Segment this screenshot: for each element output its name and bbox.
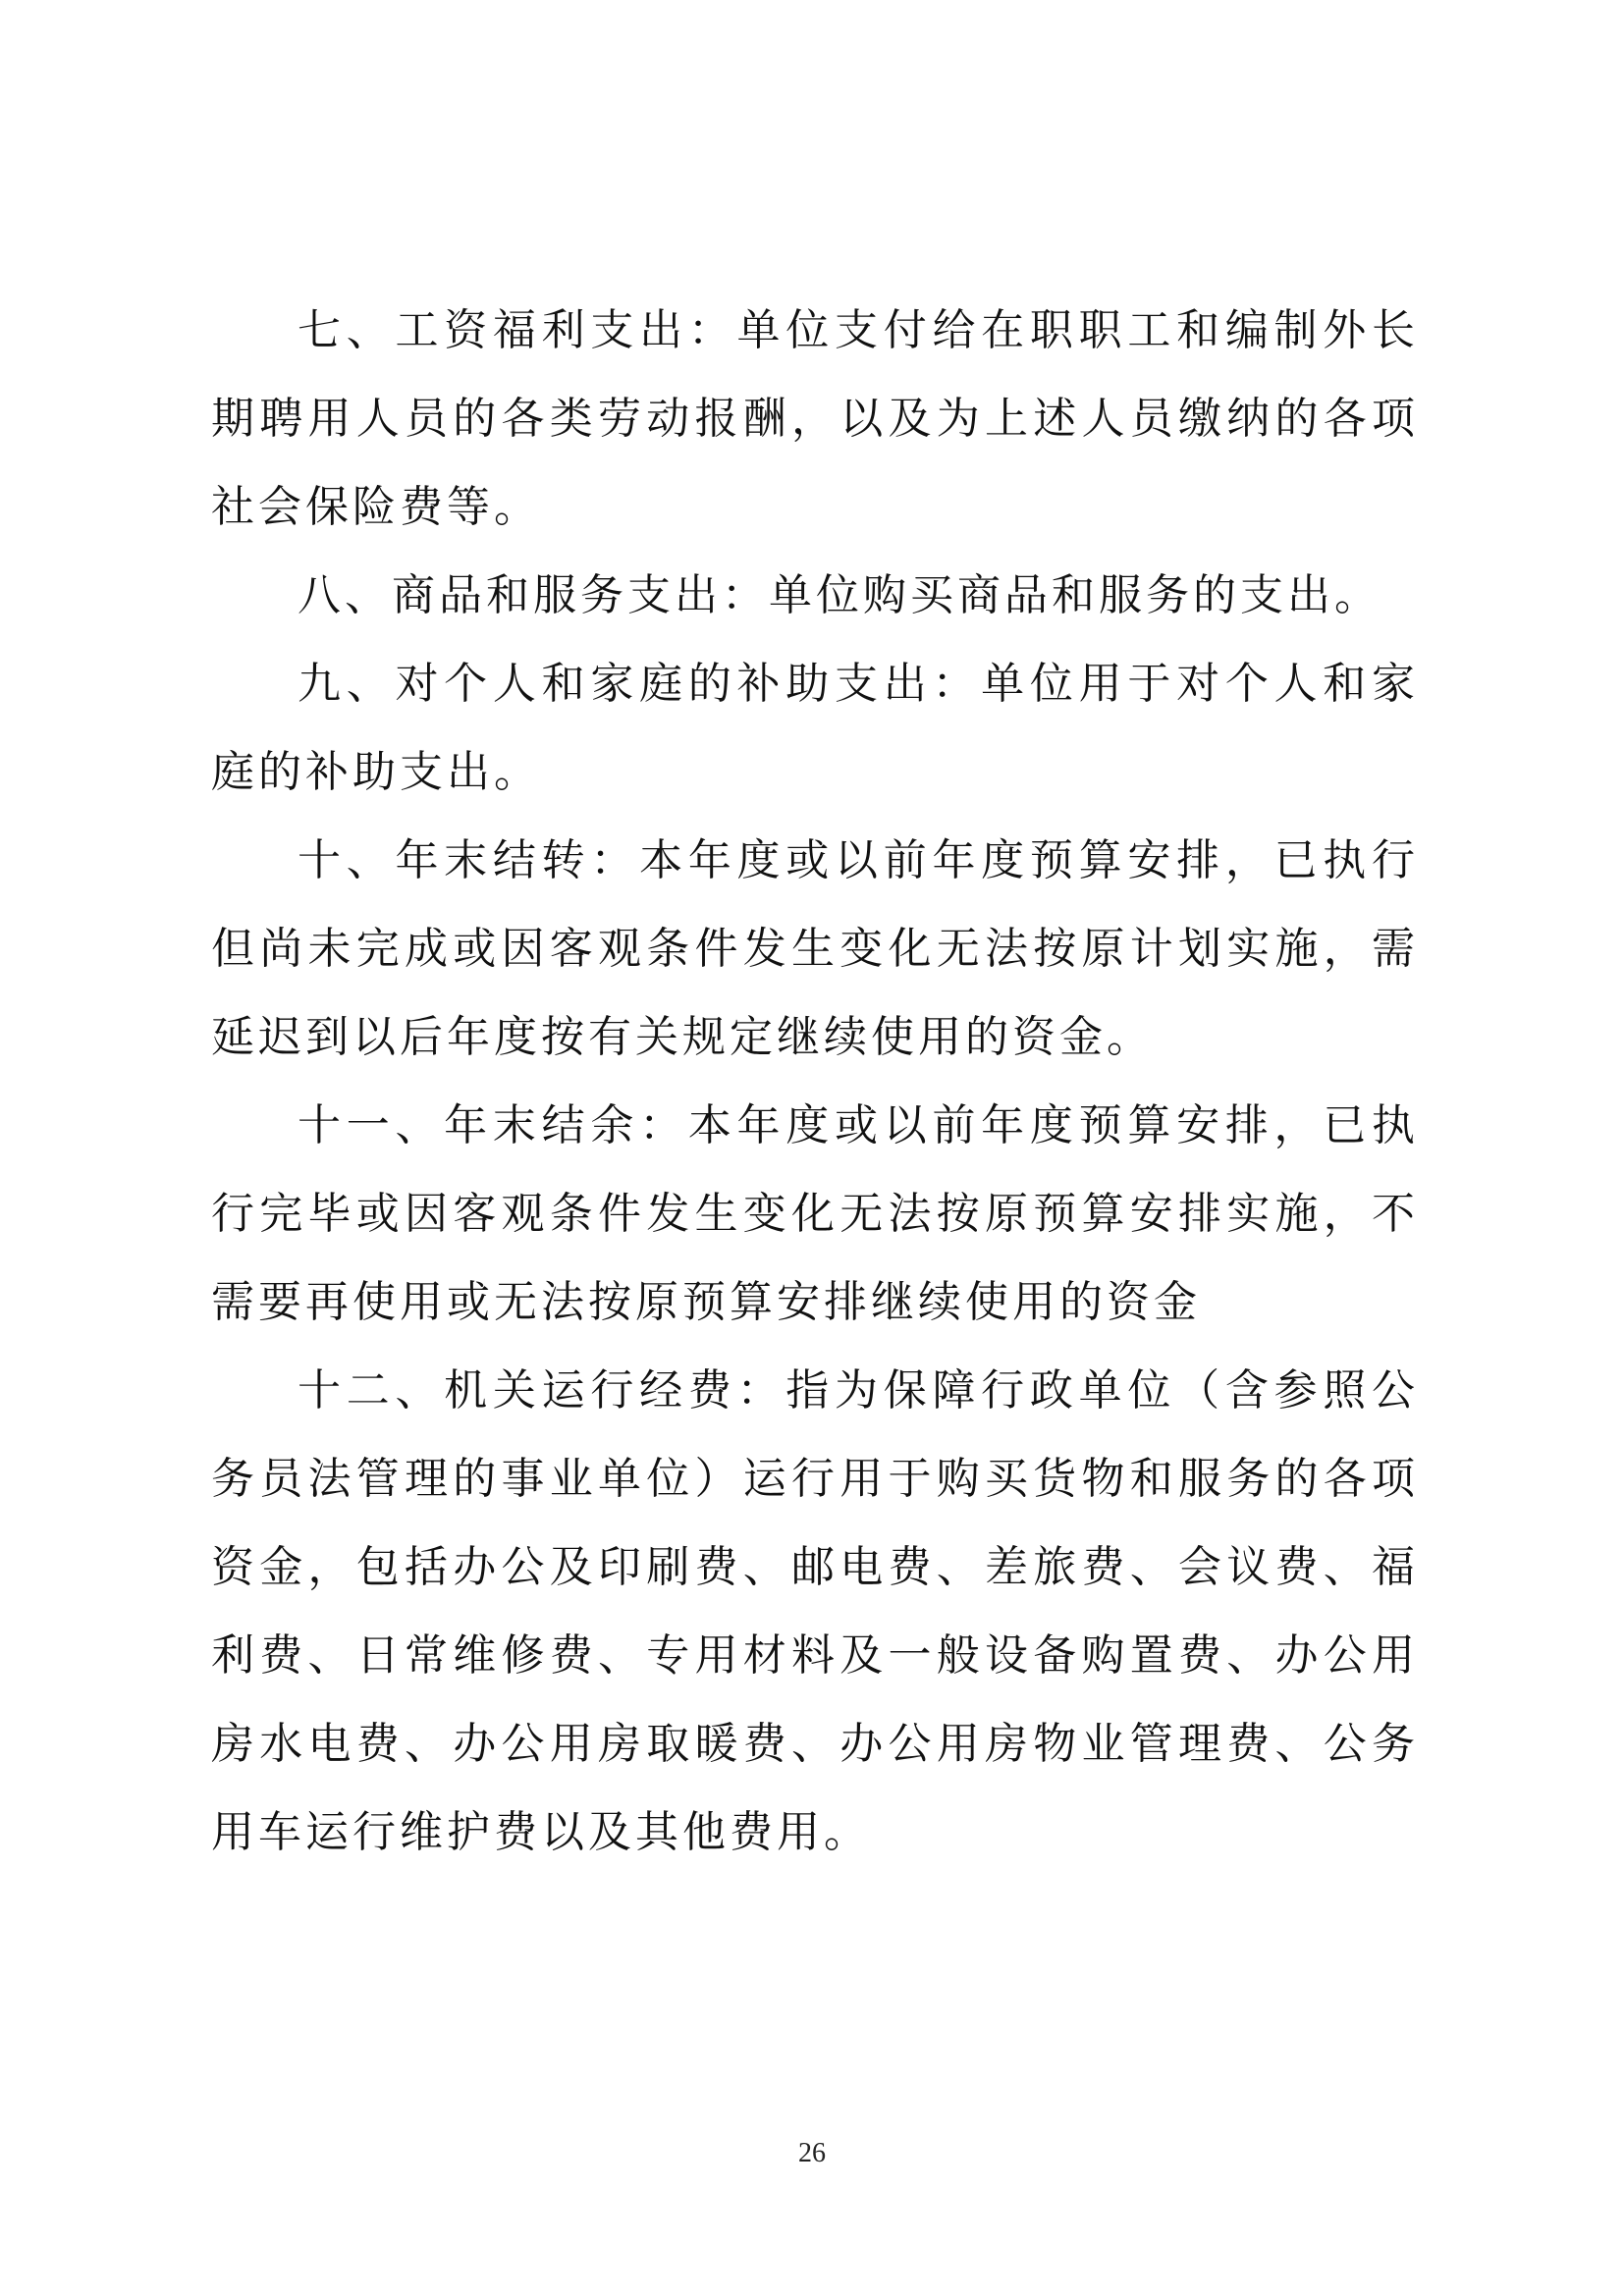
- paragraph-subsidy-expenditure: 九、对个人和家庭的补助支出：单位用于对个人和家庭的补助支出。: [211, 659, 1419, 797]
- page-number: 26: [798, 2138, 826, 2168]
- paragraph-goods-services-expenditure: 八、商品和服务支出：单位购买商品和服务的支出。: [298, 570, 1381, 620]
- paragraph-wage-welfare-expenditure: 七、工资福利支出：单位支付给在职职工和编制外长期聘用人员的各类劳动报酬，以及为上述人员缴纳的各项社会保险费等。: [211, 305, 1419, 532]
- paragraph-year-end-surplus: 十一、年末结余：本年度或以前年度预算安排，已执行完毕或因客观条件发生变化无法按原预算安排实施，不需要再使用或无法按原预算安排继续使用的资金: [211, 1100, 1419, 1327]
- paragraph-year-end-carryover: 十、年末结转：本年度或以前年度预算安排，已执行但尚未完成或因客观条件发生变化无法按原计划实施，需延迟到以后年度按有关规定继续使用的资金。: [211, 835, 1419, 1062]
- body-text: [211, 287, 1419, 1877]
- paragraph-agency-operating-expenses: 十二、机关运行经费：指为保障行政单位（含参照公务员法管理的事业单位）运行用于购买货物和服务的各项资金，包括办公及印刷费、邮电费、差旅费、会议费、福利费、日常维修费、专用材料及一般设备购置费、办公用房水电费、办公用房取暖费、办公用房物业管理费、公务用车运行维护费以及其他费用。: [211, 1365, 1419, 1857]
